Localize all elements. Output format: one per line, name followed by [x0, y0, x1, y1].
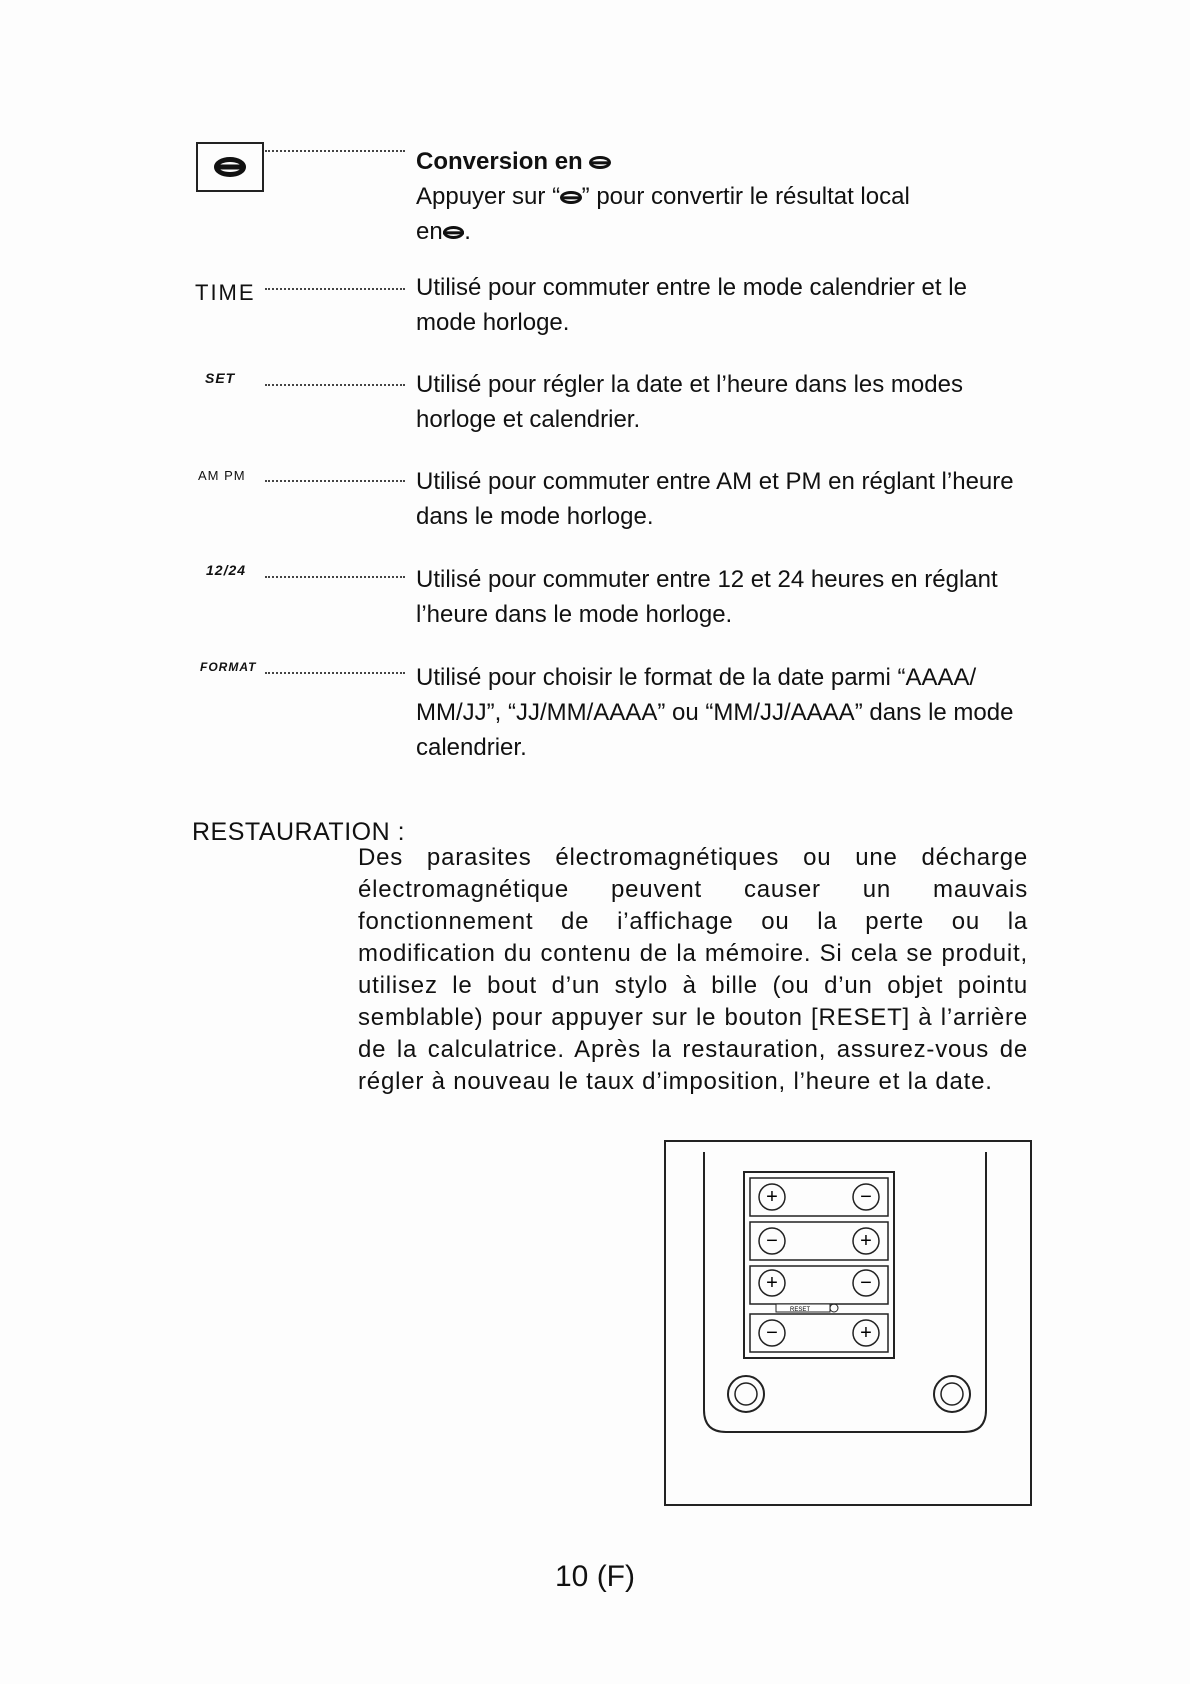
reset-button	[776, 1304, 838, 1313]
12-24-key-label: 12/24	[206, 562, 247, 578]
page-number: 10 (F)	[554, 1560, 635, 1593]
set-key-label: SET	[205, 370, 236, 386]
euro-symbol-icon	[443, 226, 465, 239]
battery-polarity-left: −	[766, 1322, 778, 1344]
format-key-label: FORMAT	[200, 660, 257, 674]
battery-polarity-right: −	[860, 1186, 872, 1208]
euro-symbol-icon	[589, 156, 611, 169]
entry-euro-text-end: .	[464, 218, 471, 245]
euro-symbol-icon	[214, 157, 246, 177]
entry-euro-text-start: Appuyer sur “	[416, 183, 561, 210]
battery-row	[750, 1266, 888, 1304]
reset-label: RESET	[789, 1307, 811, 1313]
entry-euro-text-line2: en	[416, 218, 443, 245]
leader-dots	[265, 146, 405, 152]
leader-dots	[265, 476, 405, 482]
battery-polarity-right: +	[860, 1322, 872, 1344]
battery-polarity-left: +	[766, 1272, 778, 1294]
screw-right	[934, 1376, 970, 1412]
euro-symbol-icon	[560, 191, 582, 204]
entry-1224-description: Utilisé pour commuter entre 12 et 24 heures en réglant l’heure dans le mode horloge.	[416, 566, 998, 628]
screw-left-outer	[728, 1376, 764, 1412]
battery-polarity-right: −	[860, 1272, 872, 1294]
leader-dots	[265, 668, 405, 674]
screw-right-inner	[941, 1383, 963, 1405]
time-key-label: TIME	[195, 280, 256, 305]
leader-dots	[265, 572, 405, 578]
euro-key	[196, 142, 264, 192]
battery-row	[750, 1222, 888, 1260]
reset-hole-icon	[830, 1304, 838, 1312]
restoration-body: Des parasites électromagnétiques ou une décharge électromagnétique peuvent causer un mauvais fonctionnement de i’affichage ou la perte ou la modification du contenu de la mémoire. Si cela se produit, utilisez le bout d’un stylo à bille (ou d’un objet pointu semblable) pour appuyer sur le bouton [RESET] à l’arrière de la calculatrice. Après la restauration, assurez-vous de régler à nouveau le taux d’imposition, l’heure et la date.	[358, 844, 1028, 1095]
calculator-back-outline	[704, 1152, 986, 1432]
entry-format-description: Utilisé pour choisir le format de la date parmi “AAAA/ MM/JJ”, “JJ/MM/AAAA” ou “MM/JJ/AAAA” dans le mode calendrier.	[416, 664, 1014, 761]
leader-dots	[265, 380, 405, 386]
battery-polarity-left: +	[766, 1186, 778, 1208]
battery-compartment-diagram	[664, 1140, 1034, 1510]
screw-left-inner	[735, 1383, 757, 1405]
entry-euro-title: Conversion en	[416, 148, 583, 175]
am-pm-key-label: AM PM	[198, 468, 246, 483]
screw-left	[728, 1376, 764, 1412]
entry-euro-text-middle: ” pour convertir le résultat local	[581, 183, 910, 210]
diagram-frame	[665, 1141, 1031, 1505]
entry-time-description: Utilisé pour commuter entre le mode calendrier et le mode horloge.	[416, 274, 967, 336]
entry-set-description: Utilisé pour régler la date et l’heure dans les modes horloge et calendrier.	[416, 371, 963, 433]
battery-polarity-right: +	[860, 1230, 872, 1252]
battery-row	[750, 1178, 888, 1216]
screw-right-outer	[934, 1376, 970, 1412]
battery-row	[750, 1314, 888, 1352]
restoration-heading: RESTAURATION :	[192, 818, 406, 846]
leader-dots	[265, 284, 405, 290]
entry-ampm-description: Utilisé pour commuter entre AM et PM en réglant l’heure dans le mode horloge.	[416, 468, 1014, 530]
battery-polarity-left: −	[766, 1230, 778, 1252]
entry-euro-description	[416, 144, 1028, 249]
